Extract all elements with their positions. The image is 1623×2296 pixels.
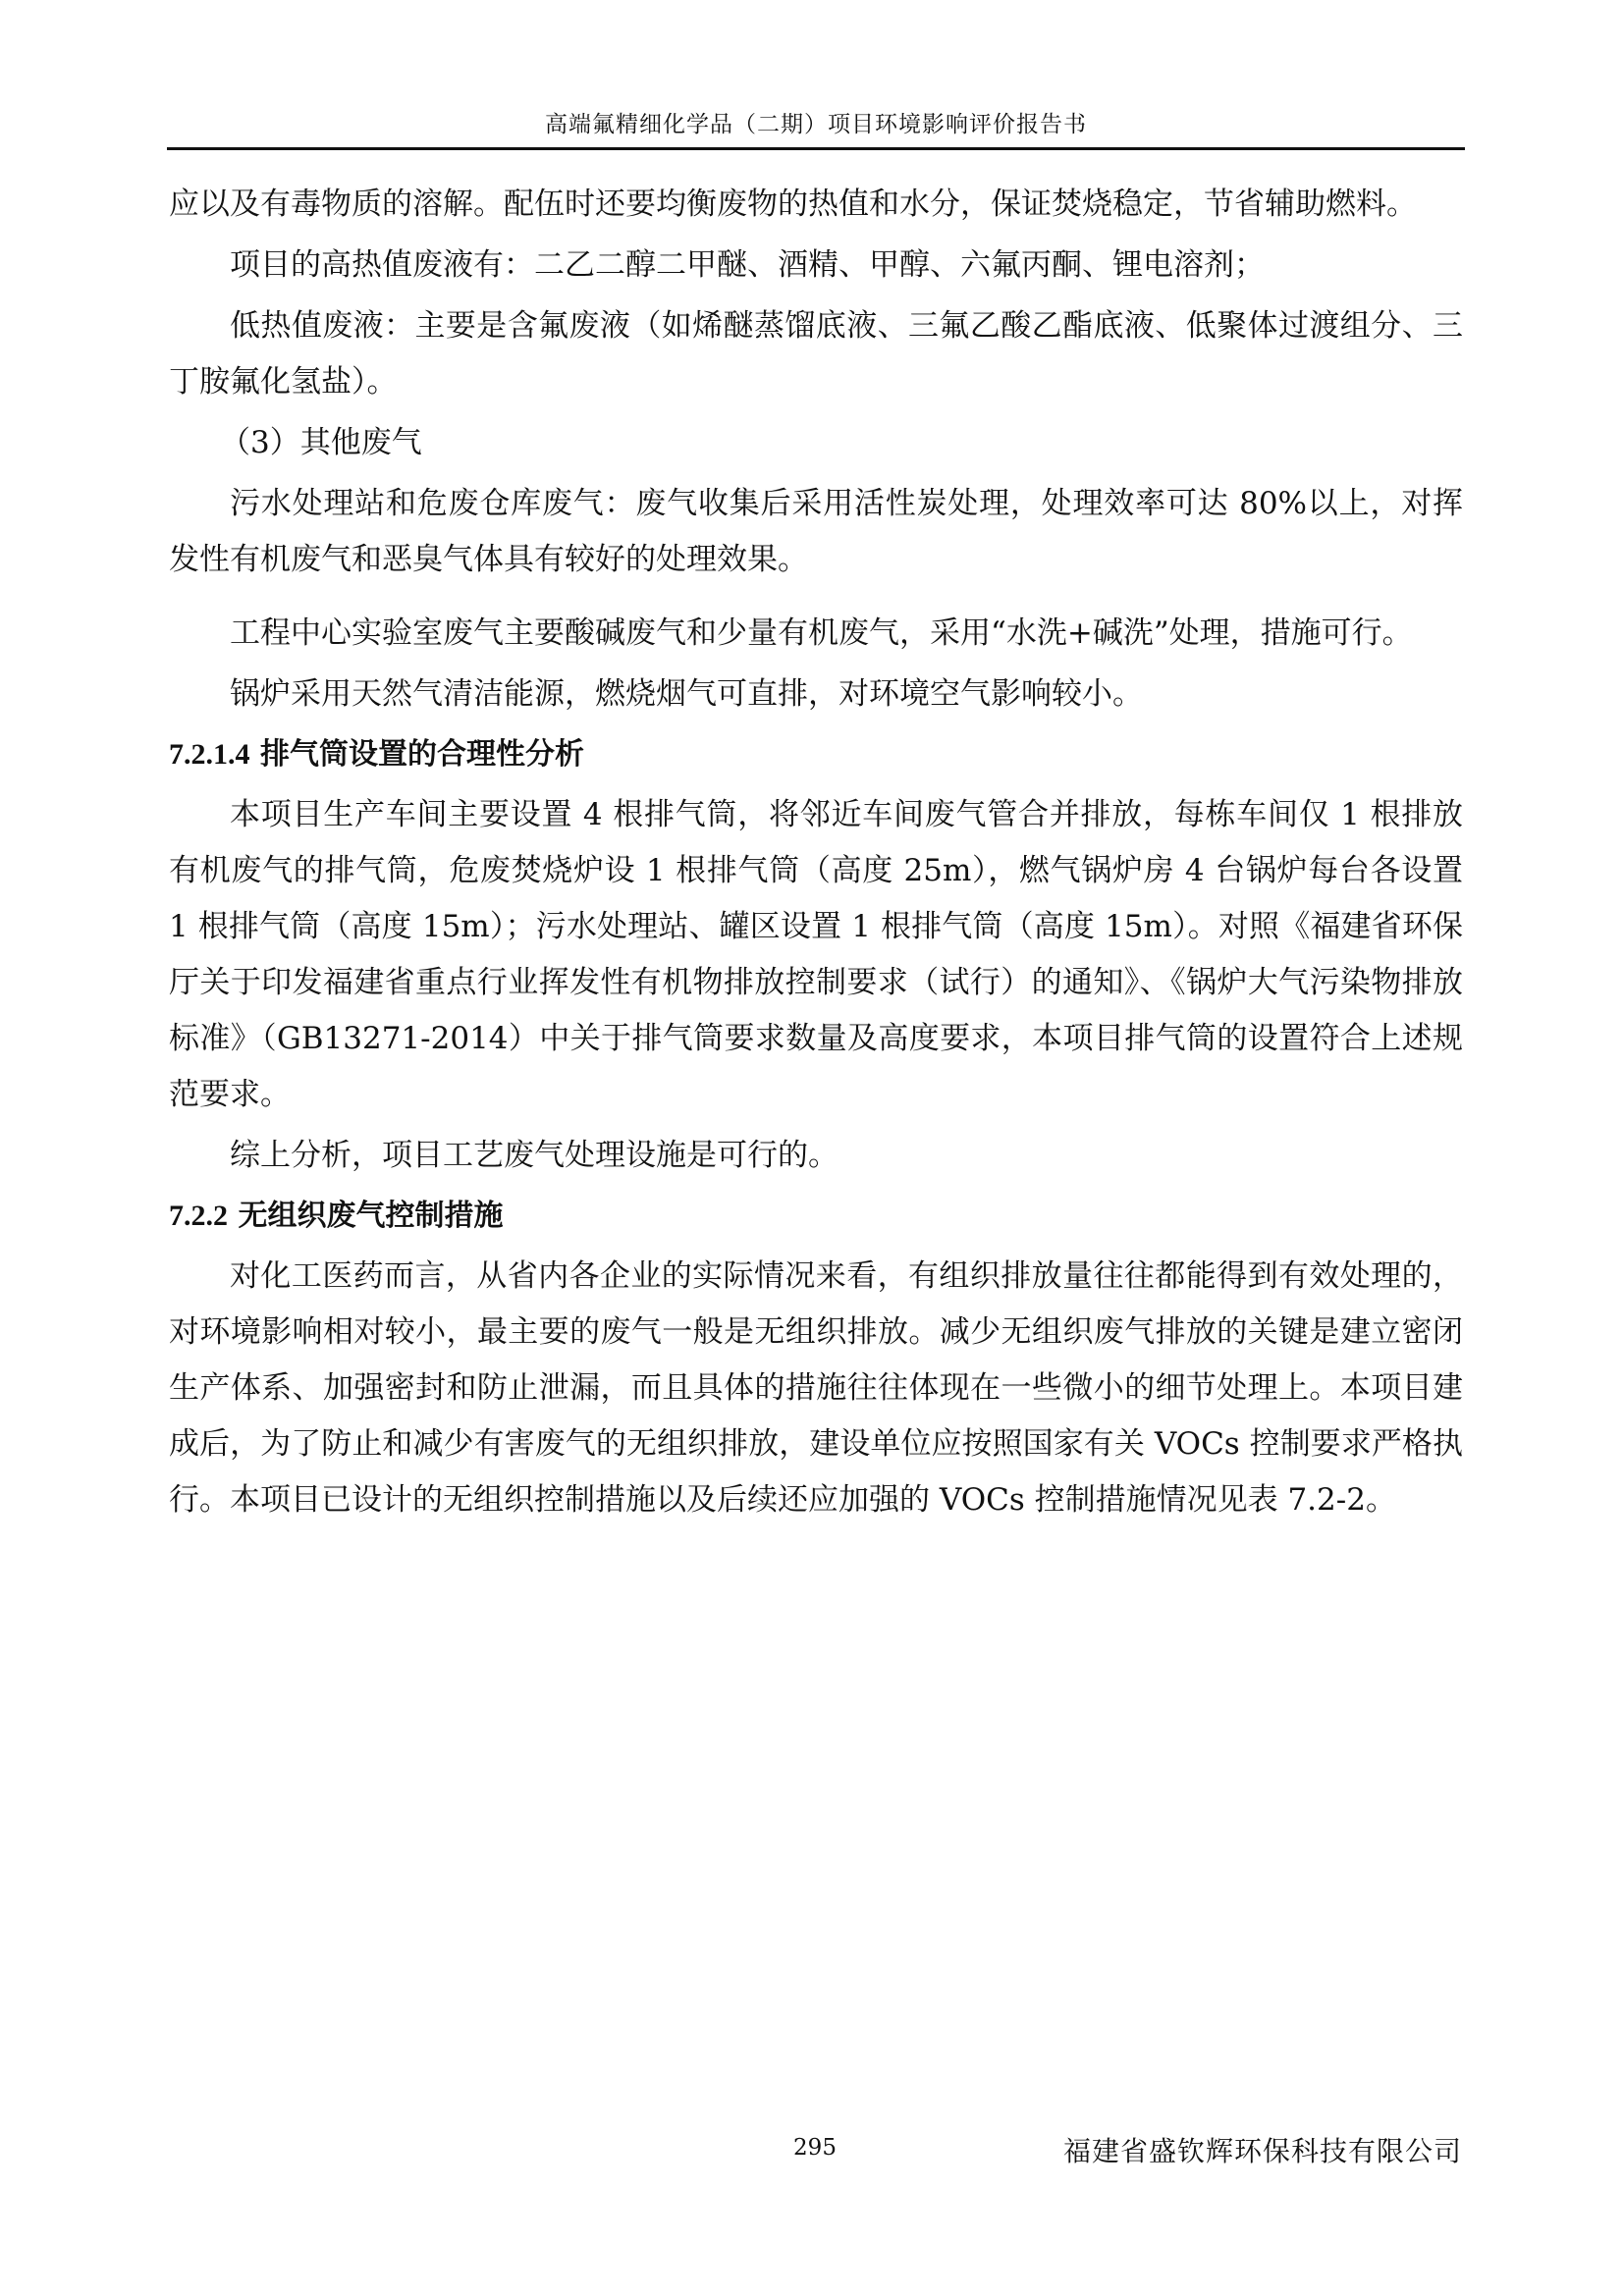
paragraph-8: 本项目生产车间主要设置 4 根排气筒，将邻近车间废气管合并排放，每栋车间仅 1 根排放有机废气的排气筒，危废焚烧炉设 1 根排气筒（高度 25m），燃气锅炉房 4 台锅炉每台各设置 1 根排气筒（高度 15m）；污水处理站、罐区设置 1 根排气筒（高度 15m）。对照《福建省环保厅关于印发福建省重点行业挥发性有机物排放控制要求（试行）的通知》、《锅炉大气污染物排放标准》（GB13271-2014）中关于排气筒要求数量及高度要求，本项目排气筒的设置符合上述规范要求。	[169, 797, 1463, 1112]
paragraph-5: 污水处理站和危废仓库废气：废气收集后采用活性炭处理，处理效率可达 80%以上，对挥发性有机废气和恶臭气体具有较好的处理效果。	[169, 486, 1463, 577]
section-heading-7-2-1-4	[169, 727, 1463, 782]
page-body	[169, 177, 1463, 1533]
section-title: 无组织废气控制措施	[238, 1199, 504, 1233]
paragraph-2: 项目的高热值废液有：二乙二醇二甲醚、酒精、甲醇、六氟丙酮、锂电溶剂；	[230, 247, 1265, 283]
paragraph-6: 工程中心实验室废气主要酸碱废气和少量有机废气，采用“水洗+碱洗”处理，措施可行。	[230, 615, 1413, 651]
subsection-label: （3）其他废气	[220, 425, 422, 460]
paragraph-7: 锅炉采用天然气清洁能源，燃烧烟气可直排，对环境空气影响较小。	[230, 676, 1143, 712]
section-title: 排气筒设置的合理性分析	[259, 737, 584, 772]
paragraph-9: 综上分析，项目工艺废气处理设施是可行的。	[230, 1138, 839, 1173]
section-number: 7.2.2	[169, 1200, 228, 1232]
paragraph-10: 对化工医药而言，从省内各企业的实际情况来看，有组织排放量往往都能得到有效处理的，对环境影响相对较小，最主要的废气一般是无组织排放。减少无组织废气排放的关键是建立密闭生产体系、加强密封和防止泄漏，而且具体的措施往往体现在一些微小的细节处理上。本项目建成后，为了防止和减少有害废气的无组织排放，建设单位应按照国家有关 VOCs 控制要求严格执行。本项目已设计的无组织控制措施以及后续还应加强的 VOCs 控制措施情况见表 7.2-2。	[169, 1258, 1463, 1518]
page-header-title: 高端氟精细化学品（二期）项目环境影响评价报告书	[545, 112, 1087, 137]
section-number: 7.2.1.4	[169, 738, 250, 771]
header-rule	[167, 147, 1465, 150]
page-number: 295	[793, 2135, 837, 2161]
section-heading-7-2-2	[169, 1189, 1463, 1244]
footer-company-name: 福建省盛钦辉环保科技有限公司	[1062, 2135, 1462, 2167]
paragraph-3: 低热值废液：主要是含氟废液（如烯醚蒸馏底液、三氟乙酸乙酯底液、低聚体过渡组分、三丁胺氟化氢盐）。	[169, 308, 1463, 400]
paragraph-1: 应以及有毒物质的溶解。配伍时还要均衡废物的热值和水分，保证焚烧稳定，节省辅助燃料。	[169, 187, 1417, 222]
